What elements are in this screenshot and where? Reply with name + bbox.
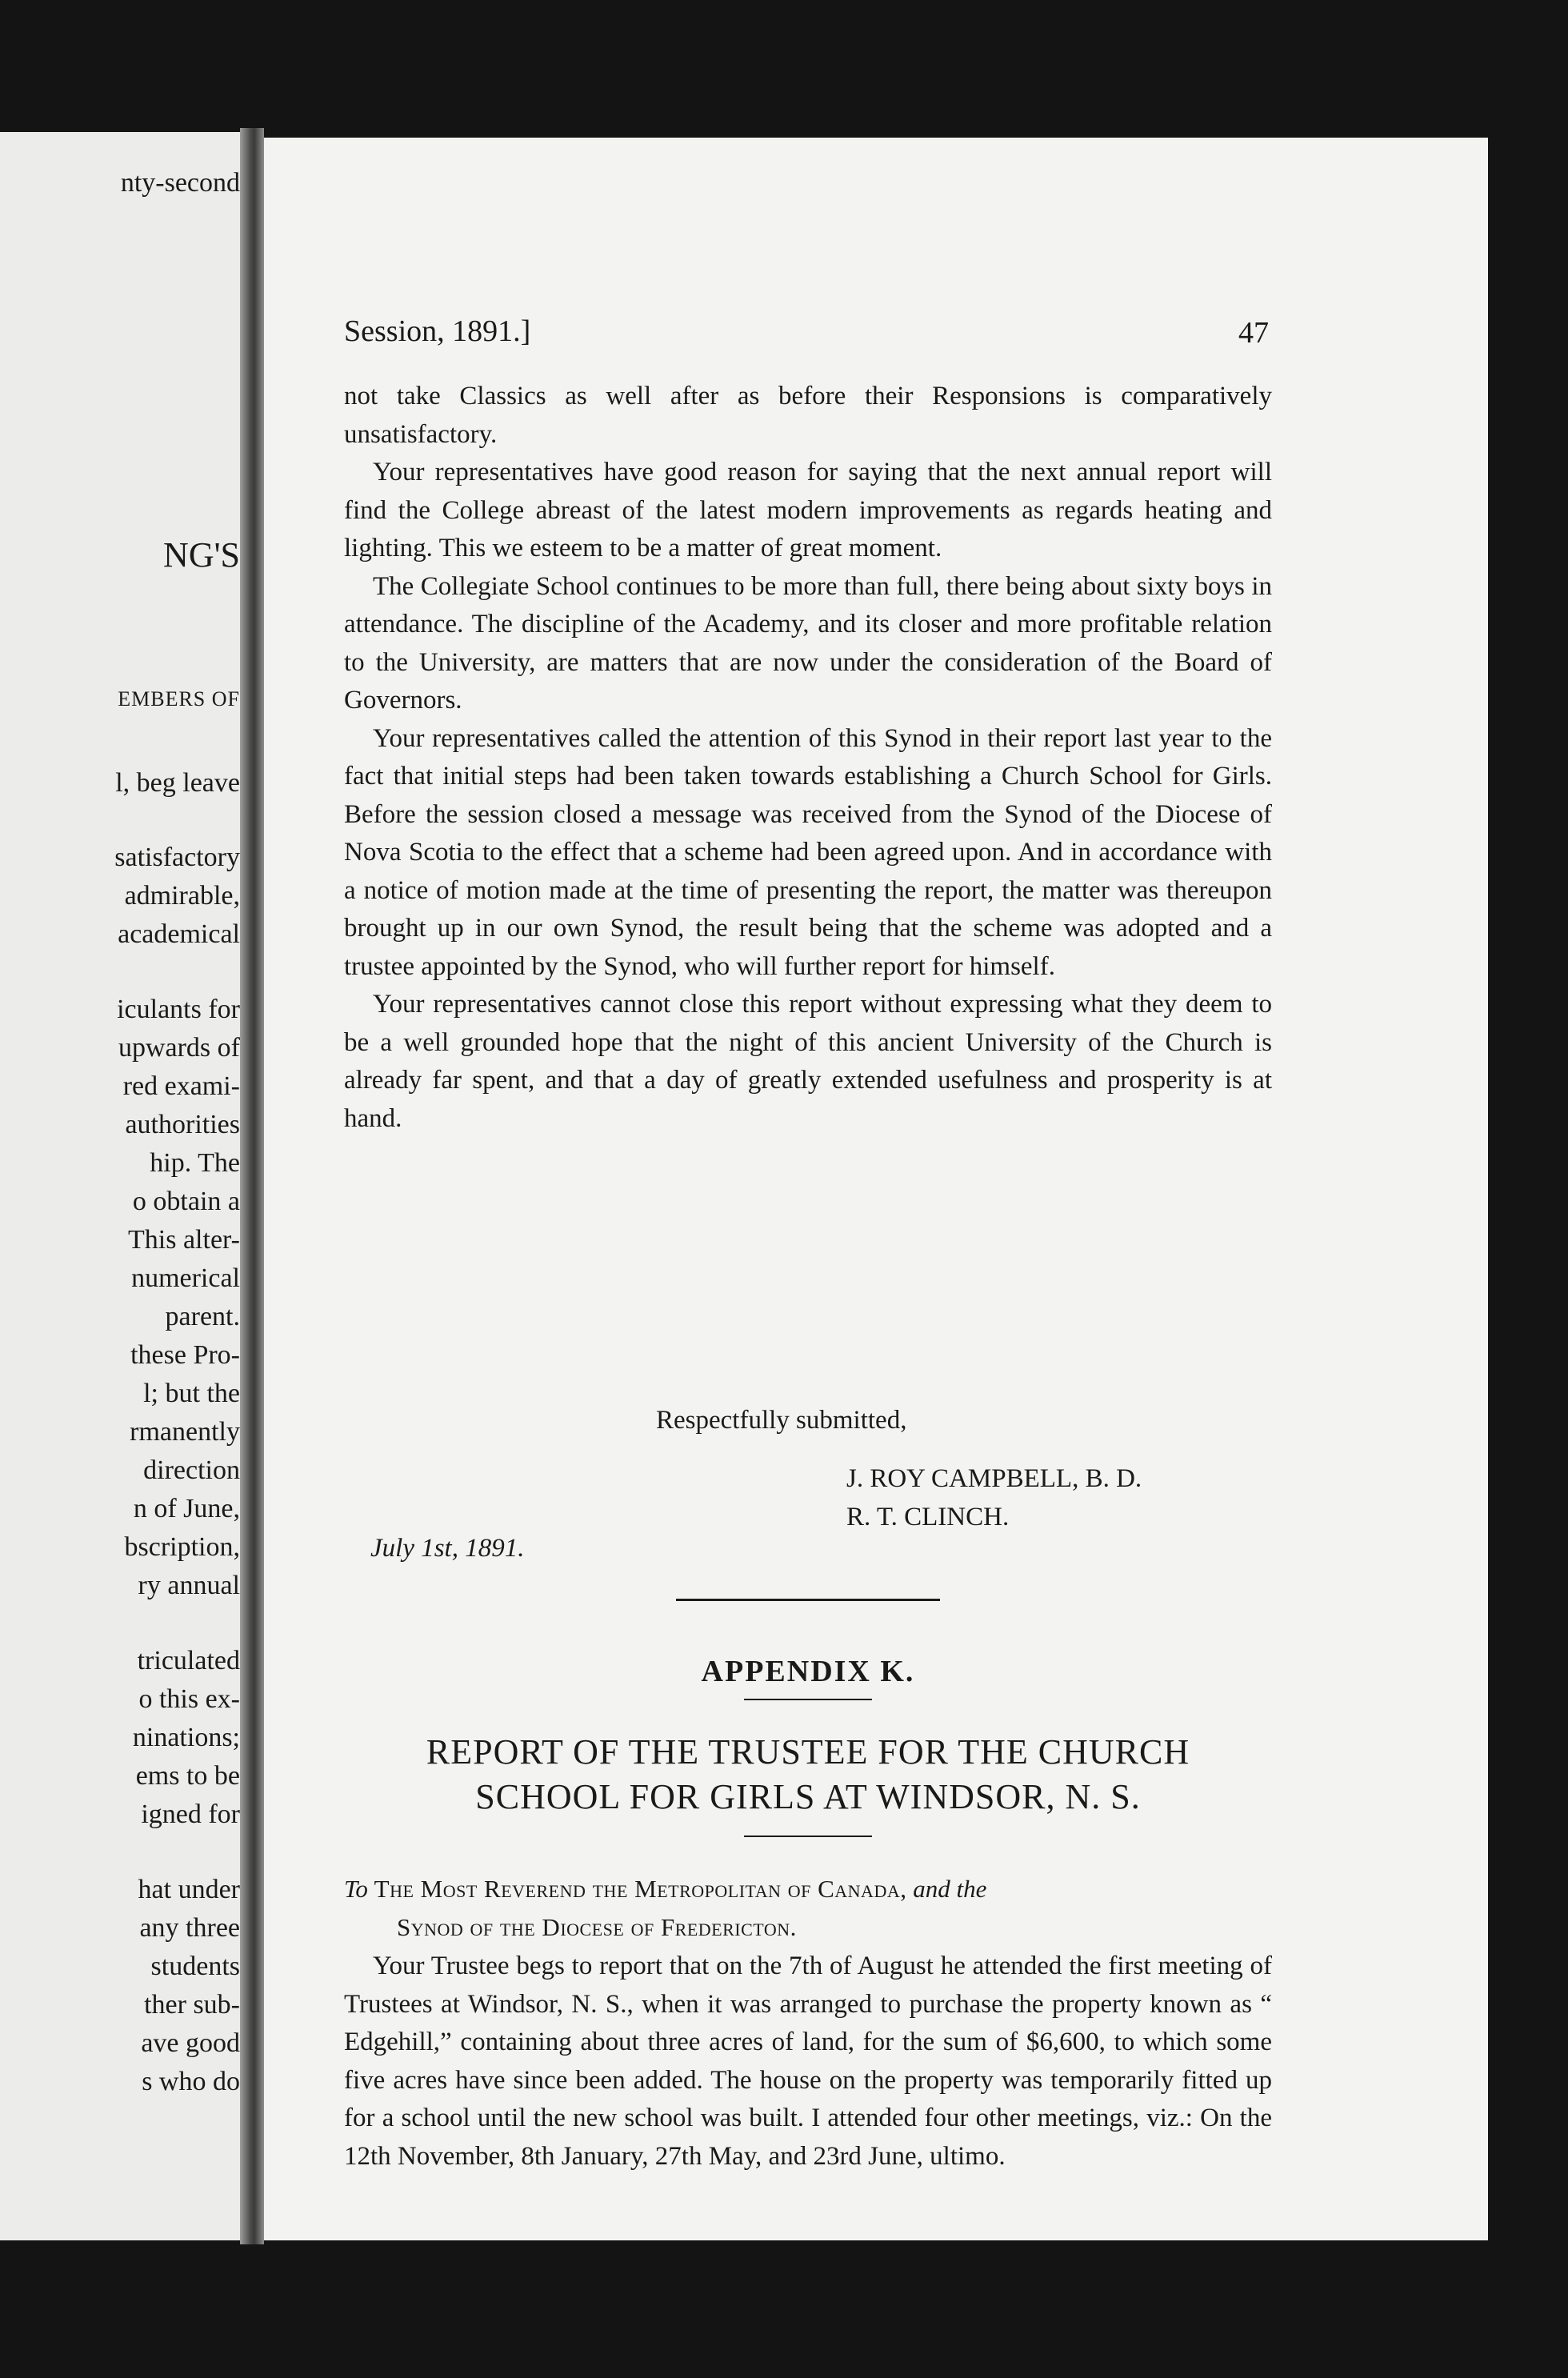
facing-page-line: ave good	[141, 2028, 240, 2058]
page-47	[264, 138, 1488, 2240]
paragraph-church-school: Your representatives called the attention of this Synod in their report last year to the fact that initial steps had been taken towards establishing a Church School for Girls. Before the session closed a message was received from the Synod of the Diocese of Nova Scotia to the effect that a scheme had been agreed upon. And in accordance with a notice of motion made at the time of presenting the report, the matter was thereupon brought up in our own Synod, the result being that the scheme was adopted and a trustee appointed by the Synod, who will further report for himself.	[344, 723, 1272, 981]
facing-page-line: academical	[118, 919, 240, 949]
trustee-paragraph: Your Trustee begs to report that on the 7th of August he attended the first meeting of Trustees at Windsor, N. S., when it was arranged to purchase the property known as “ Edgehill,” containing about three acres of land, for the sum of $6,600, to which some five acres have since been added. The house on the property was temporarily fitted up for a school until the new school was built. I attended four other meetings, viz.: On the 12th November, 8th January, 27th May, and 23rd June, ultimo.	[344, 1952, 1272, 2171]
facing-page-line: hip. The	[150, 1148, 240, 1178]
facing-page-line: ther sub-	[144, 1990, 240, 2020]
facing-page-line: these Pro-	[130, 1340, 240, 1370]
facing-page-line: red exami-	[122, 1071, 240, 1101]
facing-page-line: o obtain a	[132, 1187, 240, 1216]
section-divider	[676, 1599, 940, 1601]
paragraph-heating: Your representatives have good reason for saying that the next annual report will find the College abreast of the latest modern improvements as regards heating and lighting. This we esteem to be a matter of great moment.	[344, 458, 1272, 562]
report-title-line-2: SCHOOL FOR GIRLS AT WINDSOR, N. S.	[475, 1777, 1141, 1816]
facing-page-line: ry annual	[138, 1571, 240, 1600]
facing-page-line: ems to be	[135, 1761, 240, 1791]
signatory-1: J. ROY CAMPBELL, B. D.	[846, 1464, 1142, 1493]
address-and-the: and the	[913, 1875, 987, 1903]
address-to: To	[344, 1875, 368, 1903]
facing-page-line: l; but the	[143, 1379, 240, 1408]
report-body	[344, 378, 1272, 1138]
facing-page-line: n of June,	[133, 1494, 240, 1523]
facing-page-line: igned for	[141, 1800, 240, 1829]
facing-page-line: This alter-	[128, 1225, 240, 1255]
report-date: July 1st, 1891.	[370, 1534, 525, 1563]
signatory-2: R. T. CLINCH.	[846, 1503, 1010, 1531]
trustee-report	[344, 1948, 1272, 2176]
facing-page-line: authorities	[125, 1110, 240, 1139]
facing-page-line: hat under	[138, 1875, 240, 1904]
paragraph-collegiate-school: The Collegiate School continues to be more than full, there being about sixty boys in attendance. The discipline of the Academy, and its closer and more profitable relation to the University, are matters that are now under the consideration of the Board of Governors.	[344, 571, 1272, 715]
address-line	[344, 1870, 1272, 1947]
closing-salutation: Respectfully submitted,	[656, 1406, 907, 1435]
address-recipient-2: Synod of the Diocese of Fredericton.	[397, 1913, 797, 1941]
facing-page-line: l, beg leave	[115, 768, 240, 798]
facing-page-line: iculants for	[117, 995, 240, 1024]
facing-page-line: EMBERS OF	[118, 687, 240, 711]
facing-page-line: direction	[143, 1455, 240, 1485]
title-rule	[744, 1836, 872, 1837]
running-header: Session, 1891.]	[344, 314, 531, 348]
address-recipient: The Most Reverend the Metropolitan of Canada,	[374, 1875, 907, 1903]
facing-page-line: upwards of	[118, 1033, 240, 1063]
facing-page-line: numerical	[131, 1263, 240, 1293]
facing-page-line: ninations;	[132, 1723, 240, 1752]
facing-page-line: parent.	[165, 1302, 240, 1331]
facing-page-line: triculated	[137, 1646, 240, 1675]
book-gutter	[240, 128, 264, 2244]
report-title-line-1: REPORT OF THE TRUSTEE FOR THE CHURCH	[426, 1732, 1190, 1771]
facing-page-line: nty-second	[120, 168, 240, 198]
appendix-heading: APPENDIX K.	[701, 1655, 915, 1688]
facing-page-line: bscription,	[124, 1532, 240, 1562]
facing-page-line: students	[150, 1952, 240, 1981]
facing-page-line: any three	[139, 1913, 240, 1943]
facing-page-line: o this ex-	[138, 1684, 240, 1714]
paragraph-closing: Your representatives cannot close this report without expressing what they deem to be a well grounded hope that the night of this ancient University of the Church is already far spent, and that a day of greatly extended usefulness and prosperity is at hand.	[344, 990, 1272, 1133]
facing-page-line: s who do	[142, 2067, 240, 2096]
facing-page-line: admirable,	[124, 881, 240, 911]
facing-page-line: rmanently	[130, 1417, 240, 1447]
facing-page-line: satisfactory	[114, 843, 240, 872]
report-title	[344, 1730, 1272, 1820]
page-number: 47	[1238, 316, 1269, 350]
paragraph-continued: not take Classics as well after as before their Responsions is comparatively unsatisfactory.	[344, 382, 1272, 449]
facing-page	[0, 132, 240, 2240]
heading-rule	[744, 1699, 872, 1700]
facing-page-line: NG'S	[163, 535, 240, 574]
